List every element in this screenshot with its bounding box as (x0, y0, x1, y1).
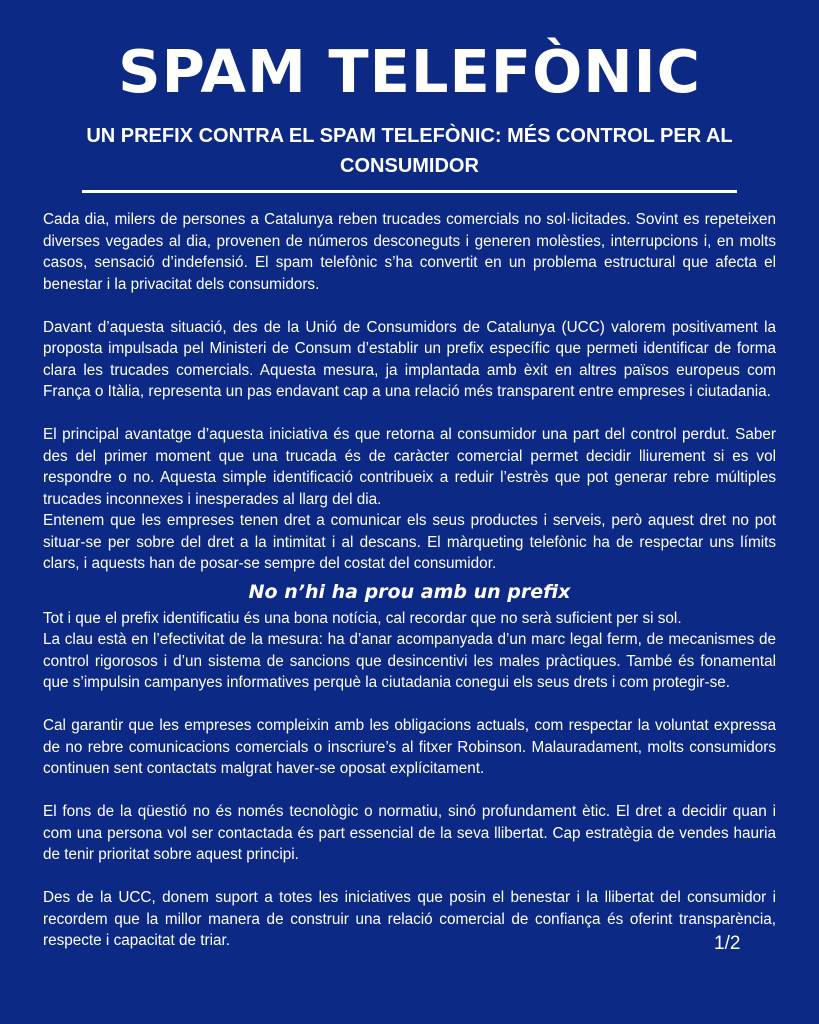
title-divider (82, 190, 737, 193)
paragraph-not-enough: Tot i que el prefix identificatiu és una bona notícia, cal recordar que no serà suficient per si sol. (43, 609, 682, 627)
paragraph-spacer (43, 866, 776, 888)
paragraph-ethics: El fons de la qüestió no és només tecnològic o normatiu, sinó profundament ètic. El dret a decidir quan i com una persona vol ser contactada és part essencial de la seva llibertat. Cap estratègia de vendes hauria de tenir prioritat sobre aquest principi. (43, 803, 776, 863)
paragraph-ucc-position: Davant d’aquesta situació, des de la Unió de Consumidors de Catalunya (UCC) valorem positivament la proposta impulsada pel Ministeri de Consum d’establir un prefix específic que permeti identificar de forma clara les trucades comercials. Aquesta mesura, ja implantada amb èxit en altres països europeus com França o Itàlia, representa un pas endavant cap a una relació més transparent entre empreses i ciutadania. (43, 318, 776, 400)
section-heading: No n’hi ha prou amb un prefix (248, 580, 571, 603)
paragraph-intro: Cada dia, milers de persones a Catalunya reben trucades comercials no sol·licitades. Sovint es repeteixen diverses vegades al dia, provenen de números desconeguts i generen molèsties, interrupcions i, en molts casos, sensació d’indefensió. El spam telefònic s’ha convertit en un problema estructural que afecta el benestar i la privacitat dels consumidors. (43, 211, 776, 293)
paragraph-company-rights: Entenem que les empreses tenen dret a comunicar els seus productes i serveis, però aquest dret no pot situar-se per sobre del dret a la intimitat i al descans. El màrqueting telefònic ha de respectar uns límits clars, i aquests han de posar-se sempre del costat del consumidor. (43, 512, 776, 572)
page-subtitle: UN PREFIX CONTRA EL SPAM TELEFÒNIC: MÉS CONTROL PER AL CONSUMIDOR (86, 125, 733, 177)
paragraph-advantage: El principal avantatge d’aquesta iniciativa és que retorna al consumidor una part del control perdut. Saber des del primer moment que una trucada és de caràcter comercial permet decidir lliurement si es vol respondre o no. Aquesta simple identificació contribueix a reduir l’estrès que pot generar rebre múltiples trucades inconnexes i inesperades al llarg del dia. (43, 426, 776, 508)
page-number: 1/2 (714, 933, 741, 954)
paragraph-spacer (43, 403, 776, 425)
paragraph-spacer (43, 295, 776, 317)
article-body (43, 209, 776, 952)
paragraph-effectiveness: La clau està en l’efectivitat de la mesura: ha d’anar acompanyada d’un marc legal ferm, de mecanismes de control rigorosos i d’un sistema de sancions que desincentivi les males pràctiques. També és fonamental que s’impulsin campanyes informatives perquè la ciutadania conegui els seus drets i com protegir-se. (43, 631, 776, 691)
paragraph-conclusion: Des de la UCC, donem suport a totes les iniciatives que posin el benestar i la llibertat del consumidor i recordem que la millor manera de construir una relació comercial de confiança és oferint transparència, respecte i capacitat de triar. (43, 889, 776, 949)
paragraph-spacer (43, 780, 776, 802)
paragraph-spacer (43, 694, 776, 716)
page-title: SPAM TELEFÒNIC (118, 37, 701, 106)
paragraph-obligations: Cal garantir que les empreses compleixin amb les obligacions actuals, com respectar la voluntat expressa de no rebre comunicacions comercials o inscriure’s al fitxer Robinson. Malauradament, molts consumidors continuen sent contactats malgrat haver-se oposat explícitament. (43, 717, 776, 777)
